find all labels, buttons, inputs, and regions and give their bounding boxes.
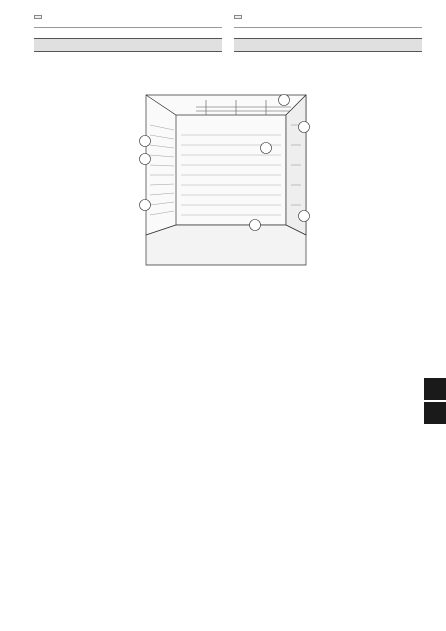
side-tab-en[interactable] (424, 378, 446, 400)
header-lang-tag-en (34, 15, 42, 19)
section-title-de (234, 38, 422, 52)
header-lang-tag-de (234, 15, 242, 19)
sauna-structure-diagram (136, 85, 316, 273)
header-rule-left (34, 27, 222, 28)
header-rule-right (234, 27, 422, 28)
section-title-en (34, 38, 222, 52)
side-tab-de[interactable] (424, 402, 446, 424)
